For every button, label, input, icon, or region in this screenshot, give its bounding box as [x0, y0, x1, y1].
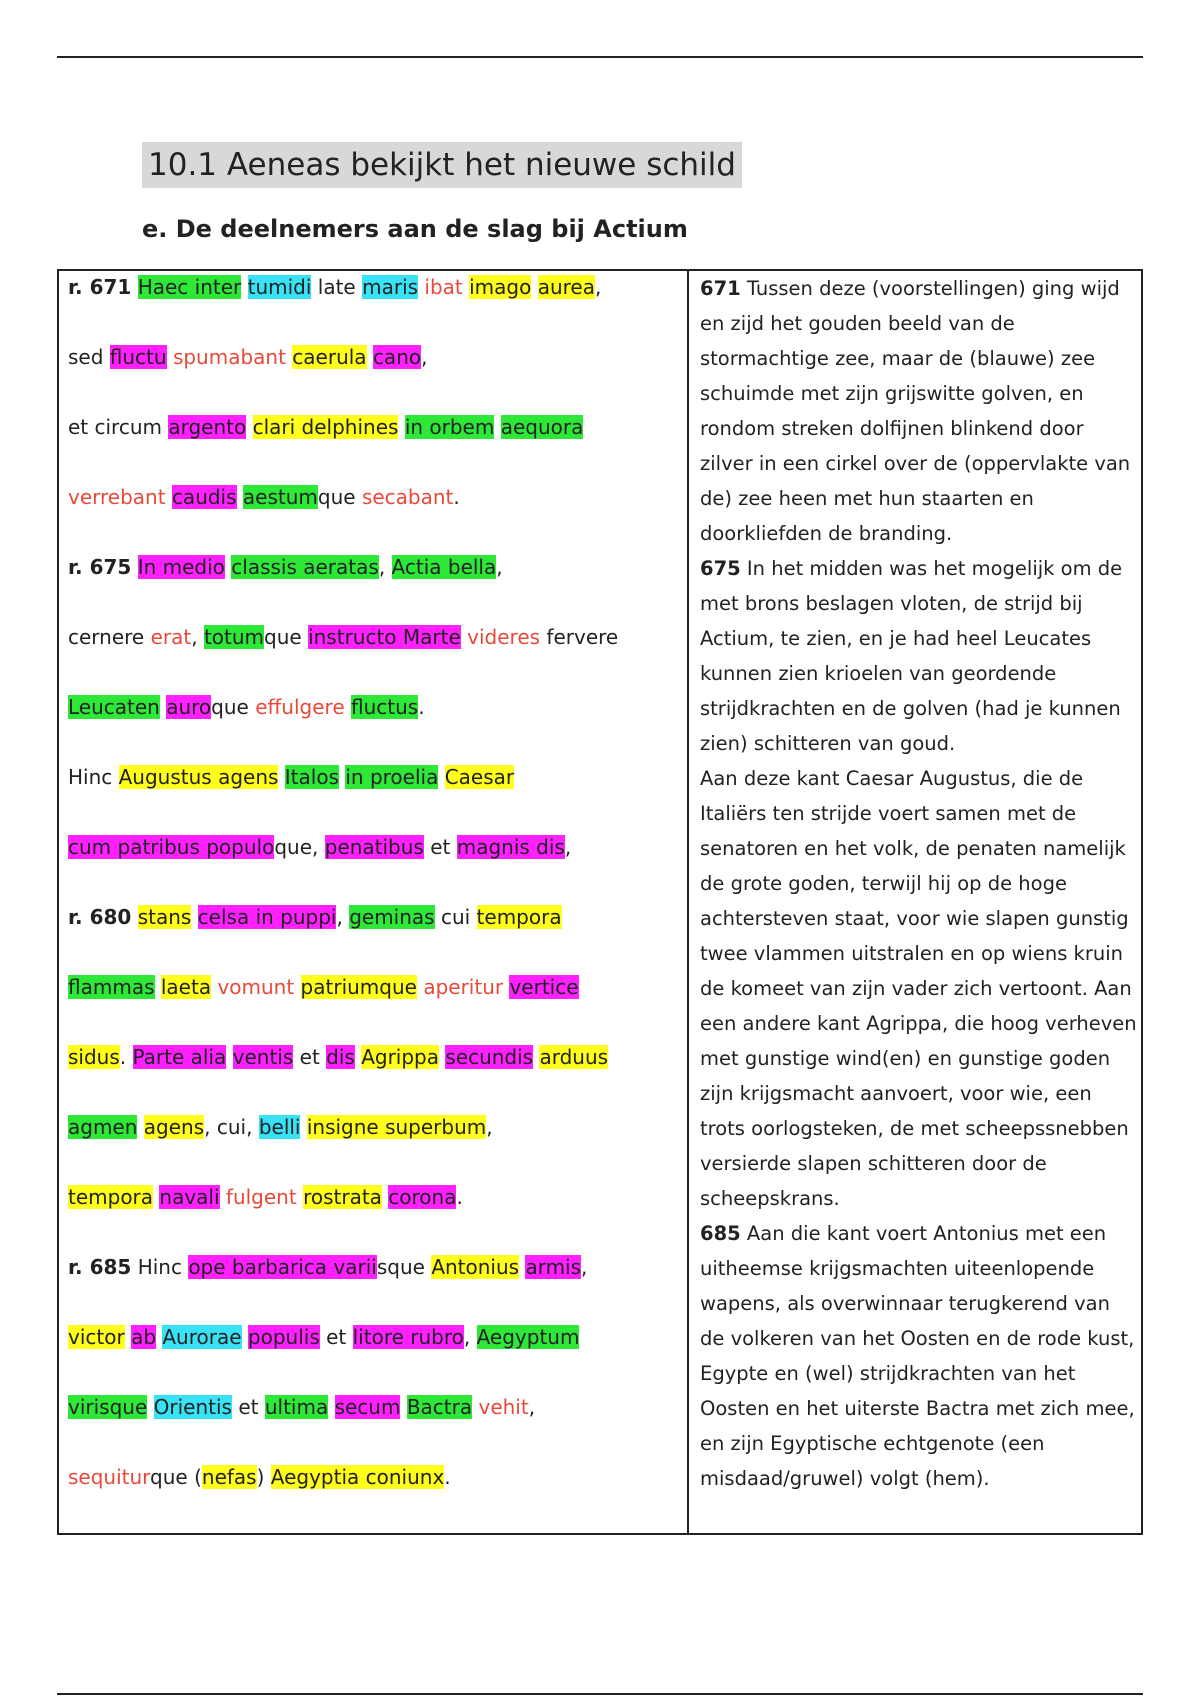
latin-line	[68, 1464, 680, 1534]
text-table	[57, 269, 1143, 1535]
highlighted-word: belli	[258, 1115, 301, 1139]
highlighted-word: maris	[362, 275, 419, 299]
translation-text: Aan deze kant Caesar Augustus, die de Italiërs ten strijde voert samen met de senatoren en het volk, de penaten namelijk de grote goden, terwijl hij op de hoge achtersteven staat, voor wie slapen gunstig twee vlammen uitstralen en op wiens kruin de komeet van zijn vader zich vertoont. Aan een andere kant Agrippa, die hoog verheven met gunstige wind(en) en gunstige goden zijn krijgsmacht aanvoert, voor wie, een trots oorlogsteken, de met scheepssnebben versierde slapen schitteren door de scheepskrans.	[700, 767, 1137, 1210]
latin-line	[68, 904, 680, 974]
latin-text: et	[423, 835, 457, 859]
highlighted-word: nefas	[201, 1465, 257, 1489]
latin-text: Hinc	[68, 765, 119, 789]
latin-line	[68, 414, 680, 484]
highlighted-word: caerula	[292, 345, 367, 369]
verse-number: r. 680	[68, 905, 132, 929]
highlighted-word: dis	[326, 1045, 355, 1069]
highlighted-word: geminas	[349, 905, 435, 929]
latin-text: fervere	[540, 625, 619, 649]
latin-line	[68, 764, 680, 834]
highlighted-word: fluctus	[350, 695, 419, 719]
latin-line	[68, 1044, 680, 1114]
highlighted-word: aperitur	[423, 975, 504, 999]
latin-text	[328, 1395, 334, 1419]
highlighted-word: classis aeratas	[231, 555, 379, 579]
highlighted-word: spumabant	[172, 345, 286, 369]
verse-number: 671	[700, 277, 741, 300]
latin-text	[155, 975, 161, 999]
highlighted-word: tempora	[68, 1185, 154, 1209]
verse-number: r. 685	[68, 1255, 132, 1279]
translation-text: Tussen deze (voorstellingen) ging wijd en zijd het gouden beeld van de stormachtige zee, maar de (blauwe) zee schuimde met zijn grijswitte golven, en rondom streken dolfijnen blinkend door zilver in een cirkel over de (oppervlakte van de) zee heen met hun staarten en doorkliefden de branding.	[700, 277, 1131, 545]
highlighted-word: auro	[166, 695, 212, 719]
latin-text: ,	[581, 1255, 588, 1279]
verse-number: r. 675	[68, 555, 132, 579]
latin-line	[68, 834, 680, 904]
latin-text	[494, 415, 500, 439]
latin-text: cernere	[68, 625, 151, 649]
latin-text: que (	[150, 1465, 202, 1489]
latin-text	[278, 765, 284, 789]
latin-text: Hinc	[137, 1255, 189, 1279]
highlighted-word: arduus	[539, 1045, 609, 1069]
highlighted-word: populis	[247, 1325, 320, 1349]
translation-text: Aan die kant voert Antonius met een uitheemse krijgsmachten uiteenlopende wapens, als overwinnaar terugkerend van de volkeren van het Oosten en de rode kust, Egypte en (wel) strijdkrachten van het Oosten en het uiterste Bactra met zich mee, en zijn Egyptische echtgenote (een misdaad/gruwel) volgt (hem).	[700, 1222, 1135, 1490]
latin-text: )	[256, 1465, 271, 1489]
highlighted-word: ultima	[264, 1395, 329, 1419]
highlighted-word: erat	[150, 625, 192, 649]
highlighted-word: agmen	[68, 1115, 138, 1139]
highlighted-word: navali	[159, 1185, 220, 1209]
highlighted-word: caudis	[171, 485, 237, 509]
latin-text: ,	[191, 625, 204, 649]
highlighted-word: insigne superbum	[306, 1115, 487, 1139]
latin-text: ,	[595, 275, 602, 299]
highlighted-word: aurea	[537, 275, 595, 299]
latin-text: ,	[486, 1115, 493, 1139]
translation-paragraph	[700, 271, 1140, 551]
highlighted-word: in proelia	[345, 765, 439, 789]
highlighted-word: Leucaten	[68, 695, 160, 719]
latin-text: ,	[421, 345, 428, 369]
highlighted-word: instructo Marte	[308, 625, 461, 649]
highlighted-word: Actia bella	[391, 555, 497, 579]
highlighted-word: vertice	[509, 975, 579, 999]
translation-paragraph	[700, 1216, 1140, 1496]
highlighted-word: Aurorae	[162, 1325, 242, 1349]
highlighted-word: Antonius	[431, 1255, 520, 1279]
highlighted-word: agens	[143, 1115, 205, 1139]
highlighted-word: Caesar	[444, 765, 515, 789]
highlighted-word: victor	[68, 1325, 125, 1349]
latin-text: que	[317, 485, 362, 509]
latin-line	[68, 484, 680, 554]
latin-text: late	[311, 275, 363, 299]
latin-text: et circum	[68, 415, 169, 439]
highlighted-word: stans	[137, 905, 192, 929]
latin-text: ,	[336, 905, 350, 929]
latin-text: et	[319, 1325, 353, 1349]
latin-text: et	[231, 1395, 265, 1419]
highlighted-word: totum	[203, 625, 265, 649]
highlighted-word: penatibus	[324, 835, 424, 859]
latin-text	[398, 415, 404, 439]
latin-text-column	[68, 274, 680, 1534]
translation-text: In het midden was het mogelijk om de met brons beslagen vloten, de strijd bij Actium, te zien, en je had heel Leucates kunnen zien krioelen van geordende strijdkrachten en de golven (had je kunnen zien) schitteren van goud.	[700, 557, 1123, 755]
latin-text: que	[264, 625, 309, 649]
highlighted-word: Aegyptia coniunx	[270, 1465, 445, 1489]
latin-text: ,	[378, 555, 392, 579]
latin-text	[242, 1325, 248, 1349]
highlighted-word: aestum	[242, 485, 318, 509]
latin-text	[246, 415, 252, 439]
highlighted-word: vehit	[478, 1395, 529, 1419]
latin-line	[68, 344, 680, 414]
latin-text	[367, 345, 373, 369]
highlighted-word: magnis dis	[456, 835, 565, 859]
latin-text: que,	[274, 835, 325, 859]
latin-text	[400, 1395, 406, 1419]
translation-paragraph	[700, 761, 1140, 1216]
highlighted-word: flammas	[68, 975, 155, 999]
highlighted-word: cano	[372, 345, 422, 369]
latin-text	[237, 485, 243, 509]
verse-number: 685	[700, 1222, 741, 1245]
highlighted-word: videres	[467, 625, 541, 649]
latin-text: sque	[376, 1255, 432, 1279]
highlighted-word: patriumque	[300, 975, 417, 999]
highlighted-word: argento	[168, 415, 247, 439]
highlighted-word: tumidi	[247, 275, 312, 299]
highlighted-word: in orbem	[404, 415, 495, 439]
highlighted-word: secabant	[361, 485, 454, 509]
latin-text	[438, 765, 444, 789]
highlighted-word: litore rubro	[352, 1325, 464, 1349]
latin-text: cui	[434, 905, 477, 929]
latin-text: .	[456, 1185, 463, 1209]
highlighted-word: Agrippa	[361, 1045, 439, 1069]
latin-line	[68, 624, 680, 694]
verse-number: r. 671	[68, 275, 132, 299]
highlighted-word: ventis	[232, 1045, 294, 1069]
latin-text	[294, 975, 300, 999]
latin-text: , cui,	[204, 1115, 259, 1139]
latin-text: sed	[68, 345, 110, 369]
section-subtitle: e. De deelnemers aan de slag bij Actium	[142, 215, 688, 243]
latin-text	[241, 275, 247, 299]
latin-line	[68, 1254, 680, 1324]
latin-line	[68, 974, 680, 1044]
highlighted-word: ibat	[424, 275, 463, 299]
highlighted-word: ope barbarica varii	[188, 1255, 377, 1279]
footer-rule	[57, 1693, 1143, 1695]
latin-text: et	[293, 1045, 327, 1069]
highlighted-word: ab	[131, 1325, 157, 1349]
verse-number: 675	[700, 557, 741, 580]
highlighted-word: imago	[469, 275, 532, 299]
highlighted-word: celsa in puppi	[197, 905, 337, 929]
highlighted-word: virisque	[68, 1395, 148, 1419]
highlighted-word: sequitur	[68, 1465, 151, 1489]
latin-text: ,	[564, 835, 572, 859]
latin-text: .	[418, 695, 425, 719]
highlighted-word: laeta	[160, 975, 212, 999]
latin-text	[147, 1395, 153, 1419]
latin-text: que	[211, 695, 256, 719]
highlighted-word: secum	[334, 1395, 401, 1419]
highlighted-word: armis	[525, 1255, 582, 1279]
latin-line	[68, 1324, 680, 1394]
highlighted-word: sidus	[68, 1045, 120, 1069]
latin-line	[68, 1114, 680, 1184]
page-title: 10.1 Aeneas bekijkt het nieuwe schild	[142, 142, 742, 188]
latin-line	[68, 694, 680, 764]
highlighted-word: corona	[388, 1185, 457, 1209]
latin-line	[68, 274, 680, 344]
latin-text: ,	[528, 1395, 536, 1419]
latin-text	[166, 485, 172, 509]
latin-text: .	[119, 1045, 133, 1069]
latin-text	[531, 275, 537, 299]
highlighted-word: Orientis	[153, 1395, 232, 1419]
highlighted-word: Parte alia	[132, 1045, 227, 1069]
latin-text	[226, 1045, 232, 1069]
highlighted-word: Aegyptum	[476, 1325, 580, 1349]
highlighted-word: effulgere	[255, 695, 345, 719]
highlighted-word: cum patribus populo	[68, 835, 275, 859]
highlighted-word: In medio	[137, 555, 225, 579]
latin-line	[68, 554, 680, 624]
highlighted-word: vomunt	[217, 975, 295, 999]
latin-line	[68, 1394, 680, 1464]
highlighted-word: tempora	[476, 905, 562, 929]
highlighted-word: Italos	[284, 765, 339, 789]
latin-text	[191, 905, 197, 929]
highlighted-word: fulgent	[225, 1185, 297, 1209]
latin-text	[300, 1115, 306, 1139]
highlighted-word: rostrata	[303, 1185, 382, 1209]
latin-text: ,	[463, 1325, 477, 1349]
highlighted-word: secundis	[445, 1045, 534, 1069]
latin-text: .	[444, 1465, 451, 1489]
highlighted-word: fluctu	[109, 345, 167, 369]
highlighted-word: Bactra	[406, 1395, 473, 1419]
header-rule	[57, 56, 1143, 58]
latin-text: .	[453, 485, 460, 509]
column-divider	[687, 271, 689, 1533]
highlighted-word: verrebant	[68, 485, 166, 509]
latin-text: ,	[496, 555, 503, 579]
highlighted-word: Haec inter	[137, 275, 242, 299]
translation-paragraph	[700, 551, 1140, 761]
highlighted-word: clari delphines	[252, 415, 399, 439]
latin-line	[68, 1184, 680, 1254]
latin-text	[137, 1115, 143, 1139]
translation-column	[700, 271, 1140, 1496]
highlighted-word: aequora	[500, 415, 584, 439]
highlighted-word: Augustus agens	[118, 765, 279, 789]
